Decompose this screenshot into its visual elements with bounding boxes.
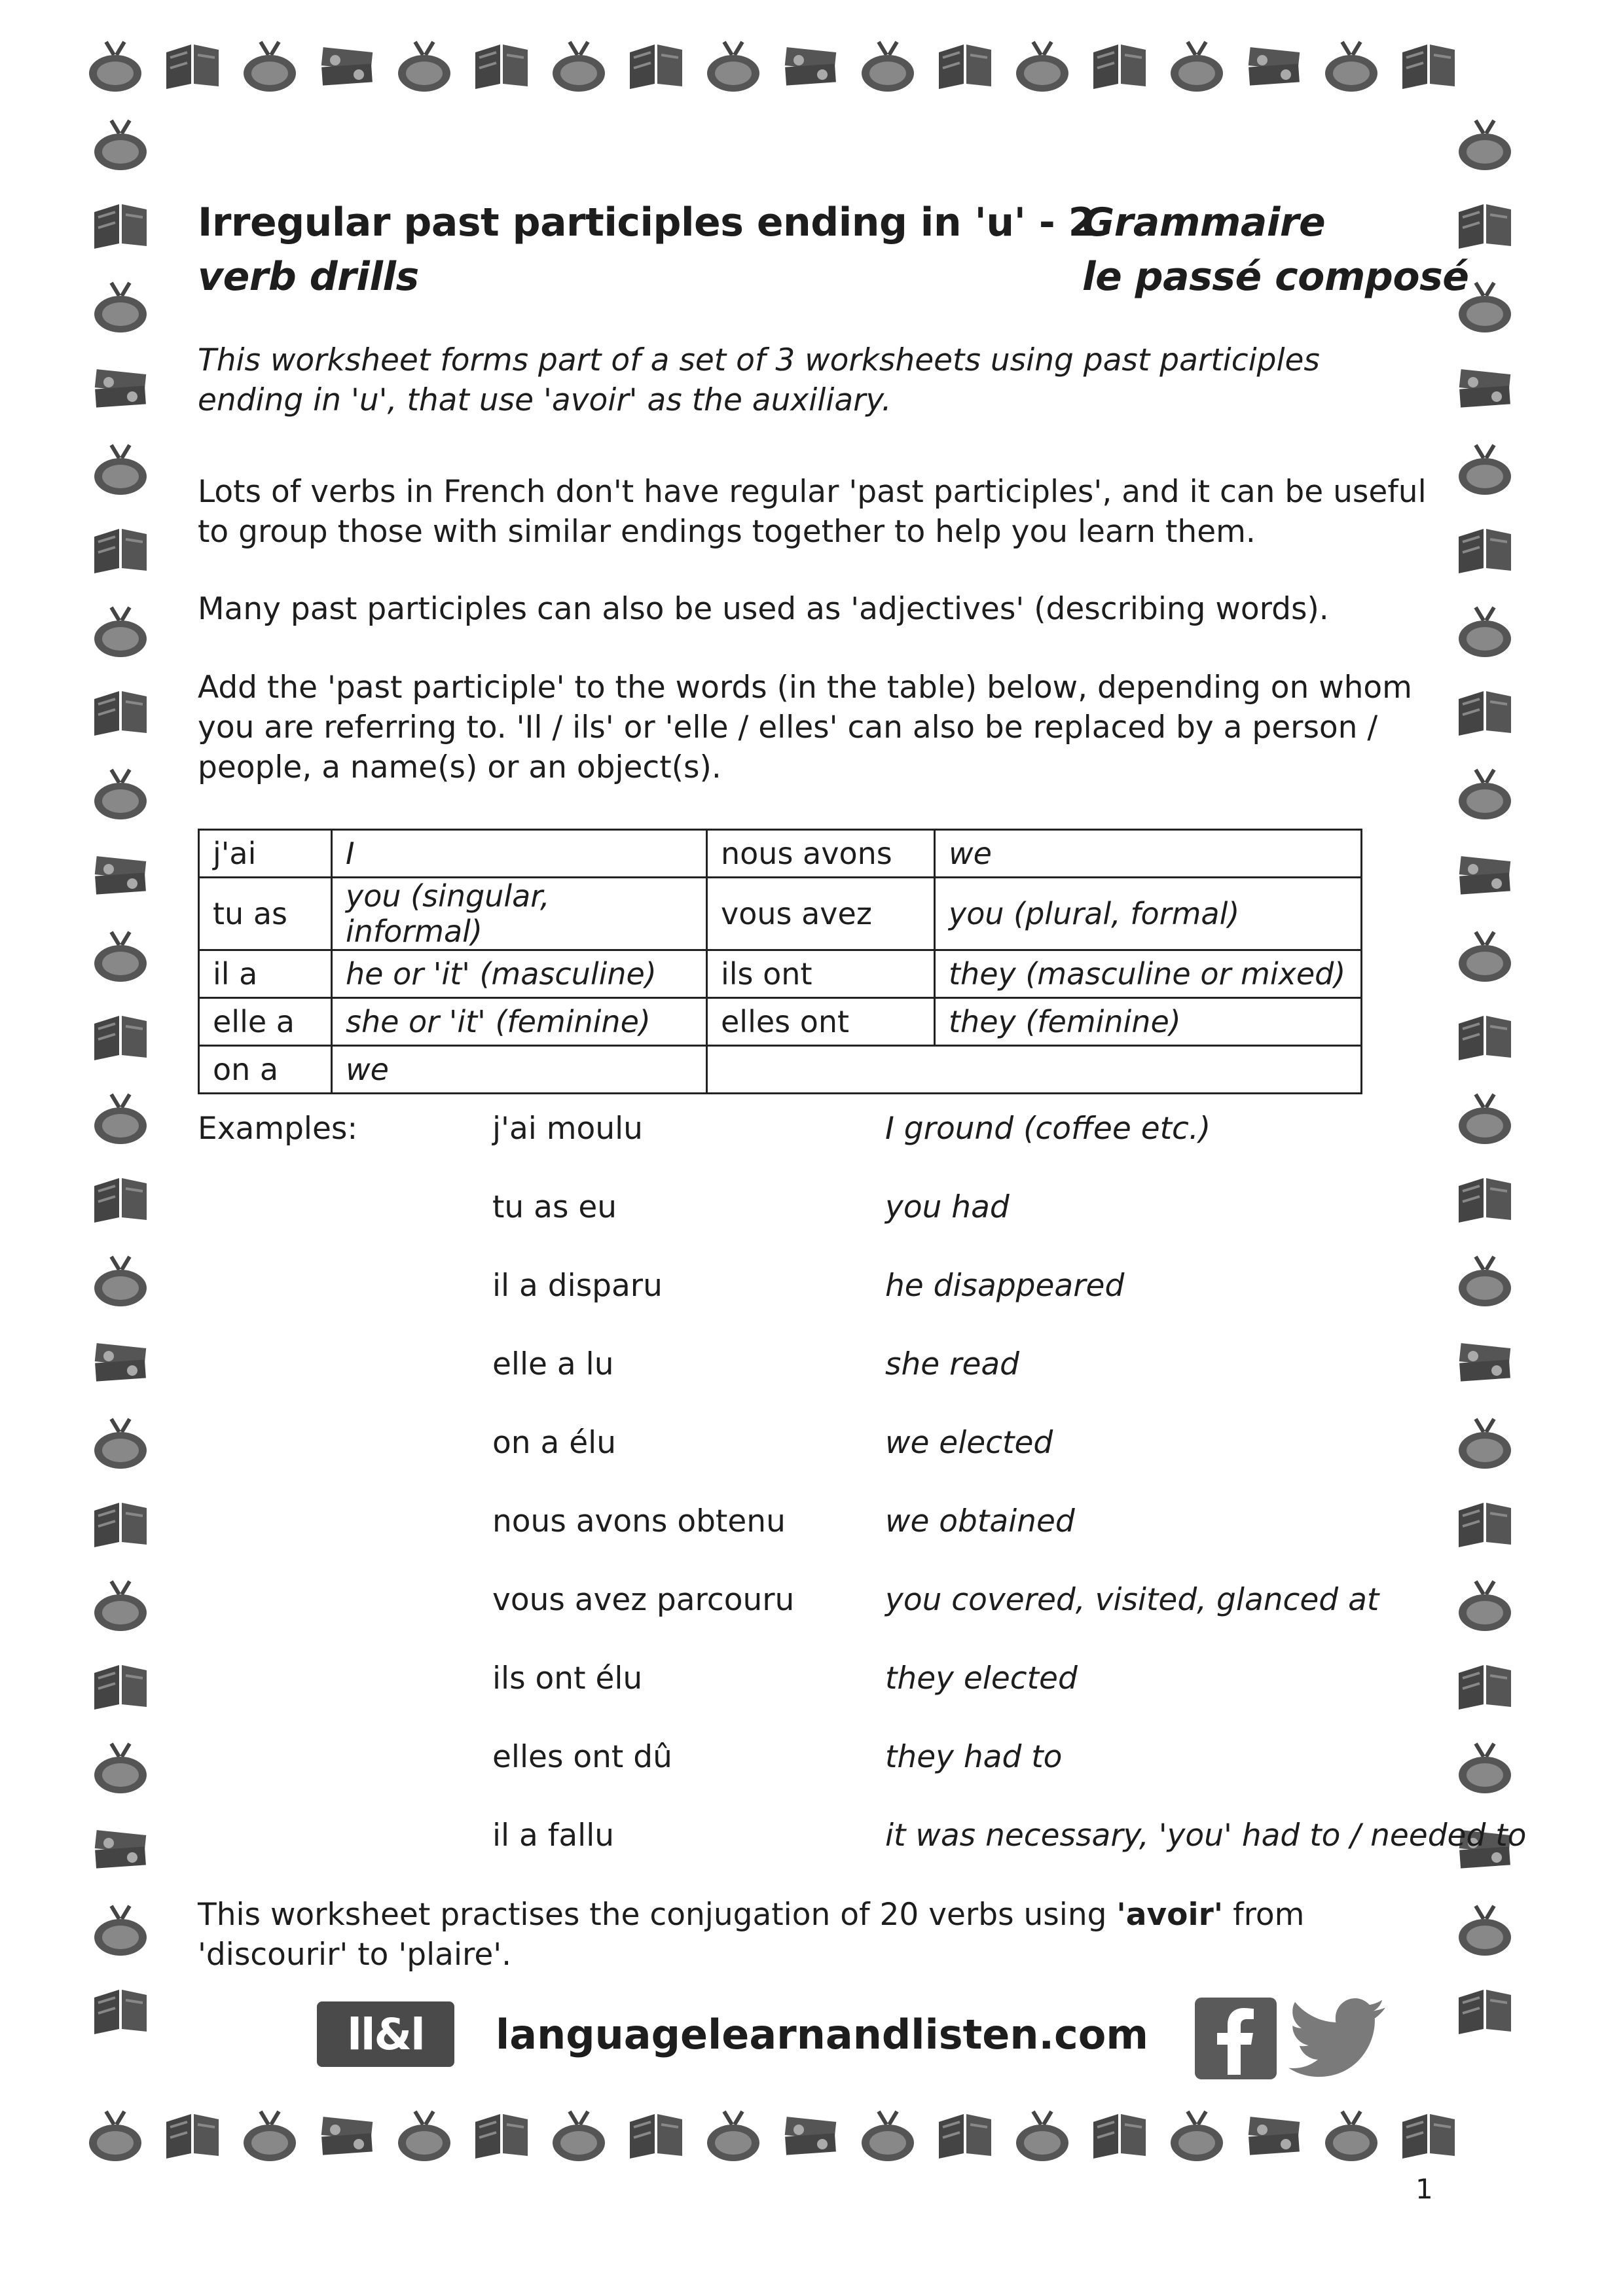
table-row	[199, 1046, 1362, 1094]
tv-icon	[858, 2109, 918, 2164]
example-french: il a fallu	[492, 1818, 615, 1854]
example-french: tu as eu	[492, 1189, 617, 1225]
tv-icon	[90, 1741, 151, 1796]
flag-icon	[626, 39, 686, 94]
tv-icon	[90, 1903, 151, 1958]
example-french: nous avons obtenu	[492, 1503, 786, 1539]
twitter-icon[interactable]	[1288, 1996, 1387, 2081]
table-cell-empty	[707, 1046, 1362, 1094]
tv-icon	[1455, 1903, 1515, 1958]
table-cell: she or 'it' (feminine)	[332, 998, 707, 1046]
tv-icon	[549, 2109, 609, 2164]
intro-note: This worksheet forms part of a set of 3 worksheets using past participles ending in 'u', that use 'avoir' as the auxiliary.	[198, 342, 1320, 418]
table-cell: nous avons	[707, 830, 935, 878]
facebook-icon[interactable]	[1195, 1998, 1277, 2079]
flag-icon	[90, 1173, 151, 1228]
example-french: il a disparu	[492, 1268, 663, 1304]
example-english: they had to	[885, 1739, 1063, 1775]
example-french: vous avez parcouru	[492, 1582, 795, 1618]
flag-icon	[90, 199, 151, 254]
tv-icon	[90, 1092, 151, 1147]
tv-icon	[1012, 2109, 1072, 2164]
table-cell: he or 'it' (masculine)	[332, 950, 707, 998]
intro-paragraph-2: Many past participles can also be used as 'adjectives' (describing words).	[198, 591, 1329, 627]
flag-icon	[1089, 2109, 1150, 2164]
table-row	[199, 950, 1362, 998]
flag-icon	[1398, 2109, 1459, 2164]
tv-icon	[240, 2109, 300, 2164]
intro-paragraph-1: Lots of verbs in French don't have regular 'past participles', and it can be useful to group those with similar endings together to help you learn them.	[198, 474, 1427, 550]
money-icon	[1455, 361, 1515, 416]
table-cell: I	[332, 830, 707, 878]
tv-icon	[1321, 2109, 1381, 2164]
worksheet-subtitle: verb drills	[198, 254, 419, 300]
money-icon	[90, 848, 151, 903]
flag-icon	[1455, 199, 1515, 254]
flag-icon	[90, 524, 151, 579]
tv-icon	[1455, 442, 1515, 497]
tv-icon	[90, 1579, 151, 1634]
money-icon	[780, 39, 841, 94]
table-row	[199, 998, 1362, 1046]
flag-icon	[471, 39, 532, 94]
page-number: 1	[1415, 2173, 1433, 2205]
category-sublabel: le passé composé	[1082, 254, 1469, 300]
tv-icon	[1455, 118, 1515, 173]
table-cell: on a	[199, 1046, 332, 1094]
website-link[interactable]: languagelearnandlisten.com	[496, 2011, 1148, 2058]
table-row	[199, 878, 1362, 950]
tv-icon	[1455, 605, 1515, 660]
tv-icon	[1455, 1092, 1515, 1147]
tv-icon	[85, 2109, 145, 2164]
tv-icon	[1455, 1741, 1515, 1796]
tv-icon	[703, 2109, 763, 2164]
flag-icon	[162, 39, 223, 94]
table-cell: they (feminine)	[935, 998, 1362, 1046]
tv-icon	[394, 39, 454, 94]
closing-text-start: This worksheet practises the conjugation of 20 verbs using	[198, 1897, 1117, 1933]
table-cell: you (singular, informal)	[332, 878, 707, 950]
flag-icon	[935, 2109, 995, 2164]
example-english: you covered, visited, glanced at	[885, 1582, 1379, 1618]
example-french: on a élu	[492, 1425, 616, 1461]
flag-icon	[471, 2109, 532, 2164]
table-cell: they (masculine or mixed)	[935, 950, 1362, 998]
money-icon	[90, 1335, 151, 1390]
example-english: we elected	[885, 1425, 1053, 1461]
table-row	[199, 830, 1362, 878]
table-cell: j'ai	[199, 830, 332, 878]
examples-label: Examples:	[198, 1111, 358, 1147]
tv-icon	[90, 280, 151, 335]
worksheet-title: Irregular past participles ending in 'u' - 2	[198, 200, 1095, 245]
money-icon	[90, 361, 151, 416]
flag-icon	[626, 2109, 686, 2164]
flag-icon	[162, 2109, 223, 2164]
example-english: he disappeared	[885, 1268, 1125, 1304]
tv-icon	[240, 39, 300, 94]
tv-icon	[1321, 39, 1381, 94]
closing-bold-auxiliary: 'avoir'	[1116, 1897, 1224, 1933]
flag-icon	[90, 1984, 151, 2039]
flag-icon	[90, 1498, 151, 1552]
pronoun-table	[198, 829, 1362, 1094]
closing-text-end: from 'discourir' to 'plaire'.	[198, 1897, 1305, 1973]
tv-icon	[90, 442, 151, 497]
table-cell: elle a	[199, 998, 332, 1046]
example-french: ils ont élu	[492, 1660, 643, 1696]
table-cell: elles ont	[707, 998, 935, 1046]
flag-icon	[1089, 39, 1150, 94]
table-cell: ils ont	[707, 950, 935, 998]
money-icon	[1455, 1335, 1515, 1390]
closing-paragraph	[198, 1895, 1442, 1975]
flag-icon	[1455, 1984, 1515, 2039]
example-french: elles ont dû	[492, 1739, 672, 1775]
tv-icon	[1012, 39, 1072, 94]
tv-icon	[1455, 929, 1515, 984]
money-icon	[90, 1822, 151, 1877]
table-cell: we	[332, 1046, 707, 1094]
flag-icon	[1455, 1660, 1515, 1715]
example-english: they elected	[885, 1660, 1078, 1696]
money-icon	[317, 39, 377, 94]
tv-icon	[85, 39, 145, 94]
flag-icon	[90, 1660, 151, 1715]
flag-icon	[1398, 39, 1459, 94]
money-icon	[1455, 848, 1515, 903]
tv-icon	[90, 1416, 151, 1471]
money-icon	[780, 2109, 841, 2164]
tv-icon	[1455, 767, 1515, 822]
flag-icon	[90, 686, 151, 741]
tv-icon	[90, 767, 151, 822]
flag-icon	[1455, 686, 1515, 741]
tv-icon	[1167, 39, 1227, 94]
example-english: she read	[885, 1346, 1020, 1382]
tv-icon	[394, 2109, 454, 2164]
money-icon	[317, 2109, 377, 2164]
table-cell: il a	[199, 950, 332, 998]
table-cell: tu as	[199, 878, 332, 950]
tv-icon	[1455, 1579, 1515, 1634]
flag-icon	[90, 1011, 151, 1066]
example-english: I ground (coffee etc.)	[885, 1111, 1211, 1147]
flag-icon	[1455, 1011, 1515, 1066]
tv-icon	[90, 118, 151, 173]
tv-icon	[90, 929, 151, 984]
tv-icon	[1167, 2109, 1227, 2164]
intro-paragraph-3: Add the 'past participle' to the words (in the table) below, depending on whom you are referring to. 'Il / ils' or 'elle / elles' can also be replaced by a person / people, a name(s) or an object(s).	[198, 670, 1412, 785]
flag-icon	[1455, 524, 1515, 579]
tv-icon	[549, 39, 609, 94]
flag-icon	[1455, 1173, 1515, 1228]
tv-icon	[703, 39, 763, 94]
flag-icon	[1455, 1498, 1515, 1552]
table-cell: we	[935, 830, 1362, 878]
example-english: you had	[885, 1189, 1010, 1225]
money-icon	[1244, 39, 1304, 94]
tv-icon	[1455, 1254, 1515, 1309]
tv-icon	[1455, 1416, 1515, 1471]
money-icon	[1244, 2109, 1304, 2164]
brand-logo[interactable]: ll&l	[317, 2001, 454, 2067]
example-french: j'ai moulu	[492, 1111, 643, 1147]
example-english: we obtained	[885, 1503, 1075, 1539]
category-label: Grammaire	[1082, 200, 1326, 245]
tv-icon	[858, 39, 918, 94]
table-cell: vous avez	[707, 878, 935, 950]
flag-icon	[935, 39, 995, 94]
table-cell: you (plural, formal)	[935, 878, 1362, 950]
example-french: elle a lu	[492, 1346, 614, 1382]
example-english: it was necessary, 'you' had to / needed to	[885, 1818, 1527, 1854]
tv-icon	[90, 605, 151, 660]
tv-icon	[90, 1254, 151, 1309]
